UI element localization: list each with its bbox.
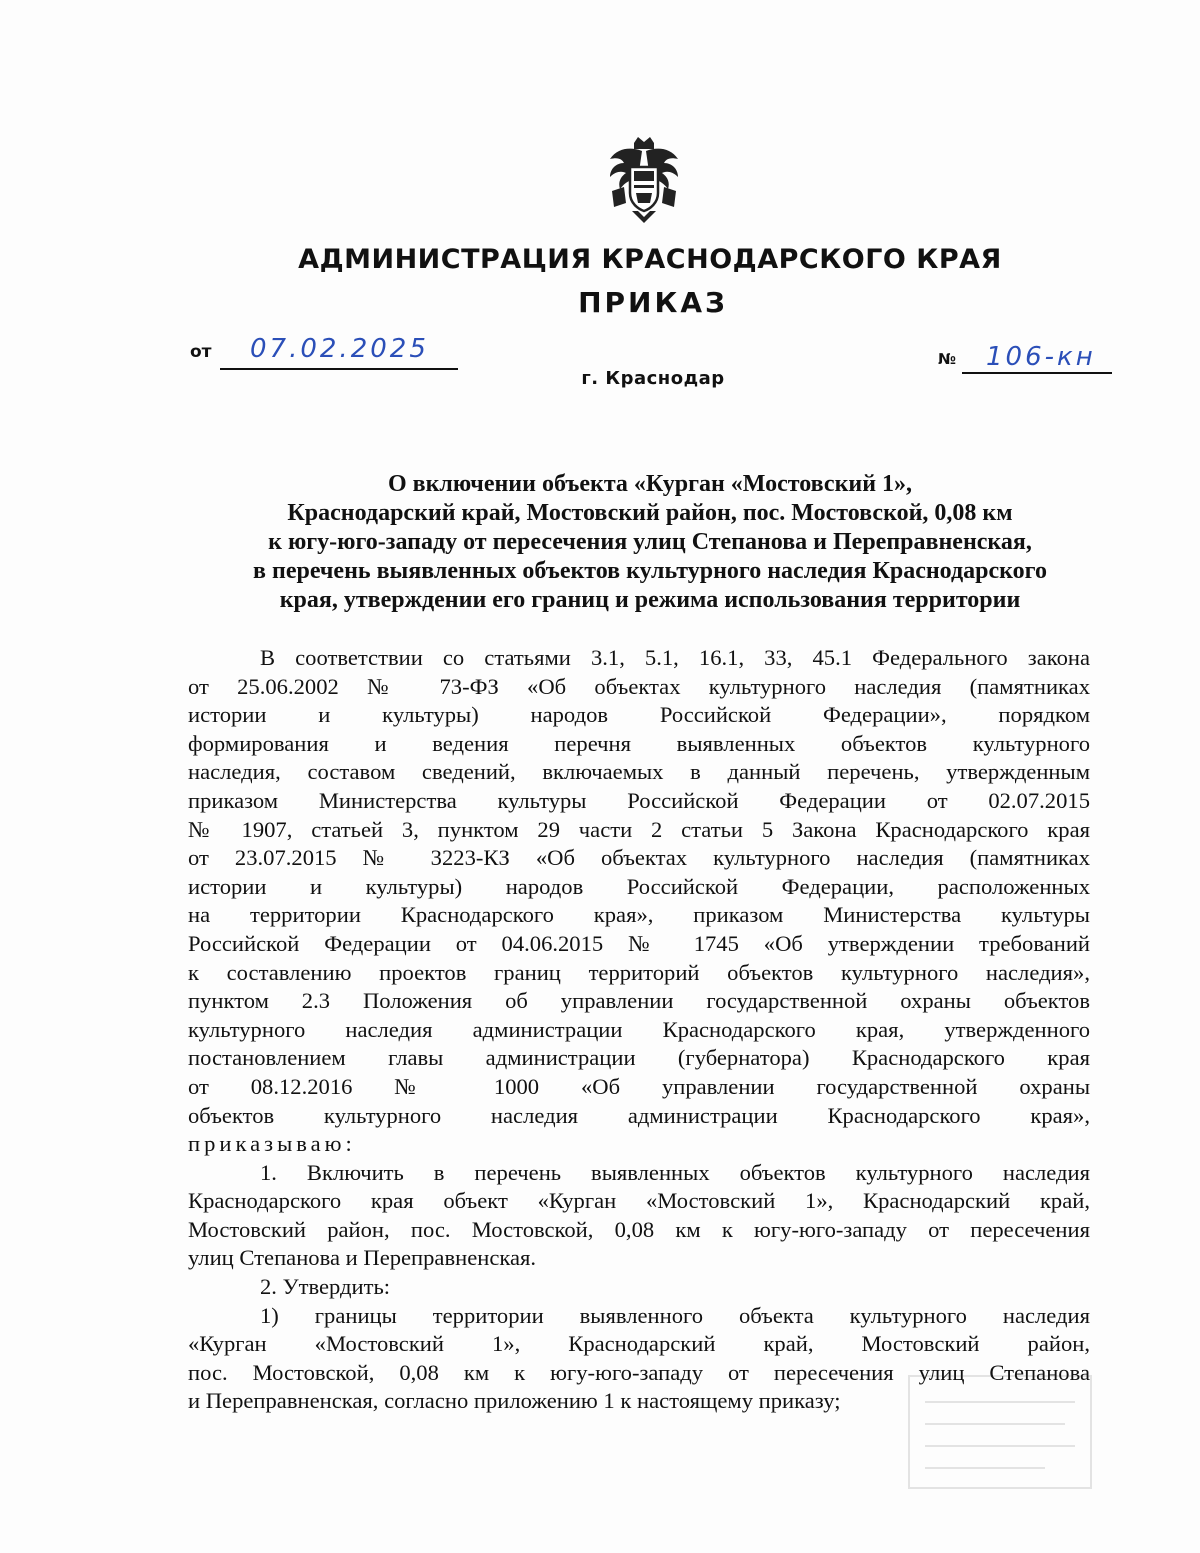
body-line: постановлением главы администрации (губернатора) Краснодарского края	[188, 1045, 1090, 1071]
body-line: улиц Степанова и Переправненская.	[188, 1245, 537, 1271]
document-type: ПРИКАЗ	[578, 286, 728, 319]
number-label: №	[938, 350, 957, 368]
body-line: Краснодарского края объект «Курган «Мостовский 1», Краснодарский край,	[188, 1188, 1090, 1214]
body-line: от 23.07.2015 № 3223-КЗ «Об объектах культурного наследия (памятниках	[188, 845, 1090, 871]
body-line: «Курган «Мостовский 1», Краснодарский край, Мостовский район,	[188, 1331, 1090, 1357]
body-line: пос. Мостовской, 0,08 км к югу-юго-западу от пересечения улиц Степанова	[188, 1359, 1090, 1385]
document-body	[188, 644, 1090, 1416]
body-line: к составлению проектов границ территорий объектов культурного наследия»,	[188, 959, 1090, 985]
title-line: края, утверждении его границ и режима использования территории	[279, 587, 1021, 613]
title-line: Краснодарский край, Мостовский район, пос. Мостовской, 0,08 км	[287, 500, 1013, 526]
document-title	[160, 470, 1140, 615]
body-line-order-word: приказываю:	[188, 1131, 356, 1157]
body-line: В соответствии со статьями 3.1, 5.1, 16.1, 33, 45.1 Федерального закона	[260, 645, 1090, 670]
body-line: приказом Министерства культуры Российской Федерации от 02.07.2015	[188, 787, 1090, 813]
body-line: наследия, составом сведений, включаемых в данный перечень, утвержденным	[188, 759, 1090, 785]
body-line: и Переправненская, согласно приложению 1 к настоящему приказу;	[188, 1388, 841, 1414]
body-line: № 1907, статьей 3, пунктом 29 части 2 статьи 5 Закона Краснодарского края	[188, 816, 1090, 842]
title-line: к югу-юго-западу от пересечения улиц Степанова и Переправненская,	[268, 529, 1032, 555]
body-line: 1) границы территории выявленного объекта культурного наследия	[260, 1302, 1090, 1328]
body-line: 1. Включить в перечень выявленных объектов культурного наследия	[260, 1159, 1090, 1185]
title-line: О включении объекта «Курган «Мостовский 1»,	[387, 471, 913, 497]
date-label: от	[190, 342, 212, 362]
organization-name: АДМИНИСТРАЦИЯ КРАСНОДАРСКОГО КРАЯ	[298, 244, 1002, 275]
body-line: Мостовский район, пос. Мостовской, 0,08 км к югу-юго-западу от пересечения	[188, 1216, 1090, 1242]
handwritten-date: 07.02.2025	[250, 334, 429, 364]
body-line: формирования и ведения перечня выявленных объектов культурного	[188, 730, 1090, 756]
body-line: от 25.06.2002 № 73-ФЗ «Об объектах культурного наследия (памятниках	[188, 673, 1090, 699]
title-line: в перечень выявленных объектов культурного наследия Краснодарского	[253, 558, 1047, 584]
handwritten-number: 106-кн	[986, 342, 1096, 372]
city: г. Краснодар	[581, 368, 725, 389]
body-line: 2. Утвердить:	[260, 1274, 391, 1300]
body-line: истории и культуры) народов Российской Федерации, расположенных	[188, 873, 1090, 899]
body-line: Российской Федерации от 04.06.2015 № 1745 «Об утверждении требований	[188, 930, 1090, 956]
faint-stamp-mark	[905, 1372, 1095, 1492]
coat-of-arms-icon	[604, 137, 684, 223]
body-line: культурного наследия администрации Краснодарского края, утвержденного	[188, 1016, 1090, 1042]
body-line: истории и культуры) народов Российской Федерации», порядком	[188, 702, 1090, 728]
body-line: пунктом 2.3 Положения об управлении государственной охраны объектов	[188, 988, 1090, 1014]
body-line: объектов культурного наследия администрации Краснодарского края»,	[188, 1102, 1090, 1128]
body-line: от 08.12.2016 № 1000 «Об управлении государственной охраны	[188, 1073, 1090, 1099]
body-line: на территории Краснодарского края», приказом Министерства культуры	[188, 902, 1090, 928]
